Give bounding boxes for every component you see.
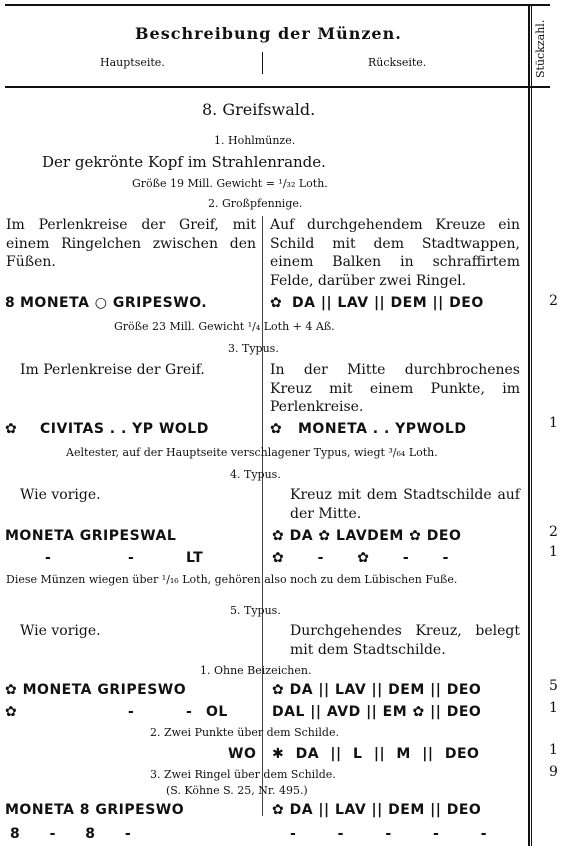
s2-size: Größe 23 Mill. Gewicht ¹/₄ Loth + 4 Aß. (114, 320, 335, 333)
header-obverse: Hauptseite. (100, 56, 165, 69)
s2-legend-obverse: MONETA ○ GRIPESWO. (20, 295, 208, 311)
s5-r3b-count: 9 (549, 764, 558, 780)
s4-row2-obv-b: - (128, 550, 135, 566)
s5-r2-count: 1 (549, 700, 558, 716)
right-column-rule (528, 4, 530, 846)
s5-sub2: 2. Zwei Punkte über dem Schilde. (150, 726, 339, 739)
s5-r5-obverse: 8 - 8 - (10, 826, 132, 842)
s1-heading: 1. Hohlmünze. (214, 134, 296, 147)
s5-obverse: Wie vorige. (20, 623, 101, 639)
s2-reverse: Auf durchgehendem Kreuze ein Schild mit dem Stadtwappen, einem Balken in schraffirtem Felde, darüber zwei Ringel. (270, 217, 520, 289)
s3-count: 1 (549, 415, 558, 431)
s4-reverse: Kreuz mit dem Stadtschilde auf der Mitte. (290, 487, 520, 522)
s2-count: 2 (549, 293, 558, 309)
s2-obverse: Im Perlenkreise der Greif, mit einem Ringelchen zwischen den Füßen. (6, 217, 256, 270)
s5-r2-reverse: DAL || AVD || EM ✿ || DEO (272, 704, 482, 720)
s4-row2-reverse: ✿ - ✿ - - (272, 550, 449, 566)
s2-heading: 2. Großpfennige. (208, 197, 303, 210)
s2-legend-rev-sym: ✿ (270, 295, 283, 311)
s5-sub3: 3. Zwei Ringel über dem Schilde. (150, 768, 336, 781)
right-column-rule-2 (531, 4, 532, 846)
s5-reverse: Durchgehendes Kreuz, belegt mit dem Stadtschilde. (290, 623, 520, 658)
s3-heading: 3. Typus. (228, 342, 279, 355)
s4-row2-obv-a: - (45, 550, 52, 566)
s4-note: Diese Münzen wiegen über ¹/₁₆ Loth, gehören also noch zu dem Lübischen Fuße. (6, 573, 458, 586)
s3-legend-rev-sym: ✿ (270, 421, 283, 437)
s3-obverse: Im Perlenkreise der Greif. (20, 362, 205, 378)
header-count: Stückzahl. (534, 19, 547, 78)
s4-row2-obv-c: LT (186, 550, 204, 566)
header-divider (262, 52, 263, 74)
s2-legend-reverse: DA || LAV || DEM || DEO (292, 295, 484, 311)
s1-size: Größe 19 Mill. Gewicht = ¹/₃₂ Loth. (132, 177, 328, 190)
s3-note: Aeltester, auf der Hauptseite verschlagener Typus, wiegt ³/₆₄ Loth. (66, 446, 438, 459)
s5-r3-obverse: WO (228, 746, 257, 762)
section-title: 8. Greifswald. (202, 100, 316, 119)
s4-row1-count: 2 (549, 524, 558, 540)
header-reverse: Rückseite. (368, 56, 427, 69)
s5-r2-obv-a: ✿ (5, 704, 18, 720)
s4-obverse: Wie vorige. (20, 487, 101, 503)
s4-row1-obverse: MONETA GRIPESWAL (5, 528, 177, 544)
s2-legend-obv-sym: 8 (5, 295, 16, 311)
header-title: Beschreibung der Münzen. (135, 24, 402, 43)
s5-r4-reverse: ✿ DA || LAV || DEM || DEO (272, 802, 482, 818)
s5-r2-obv-d: OL (206, 704, 228, 720)
s5-r5-reverse: - - - - - (290, 826, 488, 842)
s5-r4-obverse: MONETA 8 GRIPESWO (5, 802, 185, 818)
s3-reverse: In der Mitte durchbrochenes Kreuz mit einem Punkte, im Perlenkreise. (270, 362, 520, 415)
s5-r2-obv-b: - (128, 704, 135, 720)
s5-r3-reverse: ✱ DA || L || M || DEO (272, 746, 480, 762)
s5-heading: 5. Typus. (230, 604, 281, 617)
s4-heading: 4. Typus. (230, 468, 281, 481)
s3-legend-reverse: MONETA . . YPWOLD (298, 421, 467, 437)
s4-row2-count: 1 (549, 544, 558, 560)
s3-legend-obv-sym: ✿ (5, 421, 18, 437)
s3-legend-obverse: CIVITAS . . YP WOLD (40, 421, 209, 437)
s5-sub3-ref: (S. Köhne S. 25, Nr. 495.) (166, 784, 308, 797)
s5-sub1: 1. Ohne Beizeichen. (200, 664, 312, 677)
s4-row1-reverse: ✿ DA ✿ LAVDEM ✿ DEO (272, 528, 462, 544)
s5-r2-obv-c: - (186, 704, 193, 720)
s1-desc: Der gekrönte Kopf im Strahlenrande. (42, 153, 326, 171)
s5-r3-count: 1 (549, 742, 558, 758)
header-bottom-rule (5, 86, 550, 88)
s5-r1-reverse: ✿ DA || LAV || DEM || DEO (272, 682, 482, 698)
top-rule (5, 4, 550, 6)
s5-r1-obverse: ✿ MONETA GRIPESWO (5, 682, 187, 698)
s5-r1-count: 5 (549, 678, 558, 694)
